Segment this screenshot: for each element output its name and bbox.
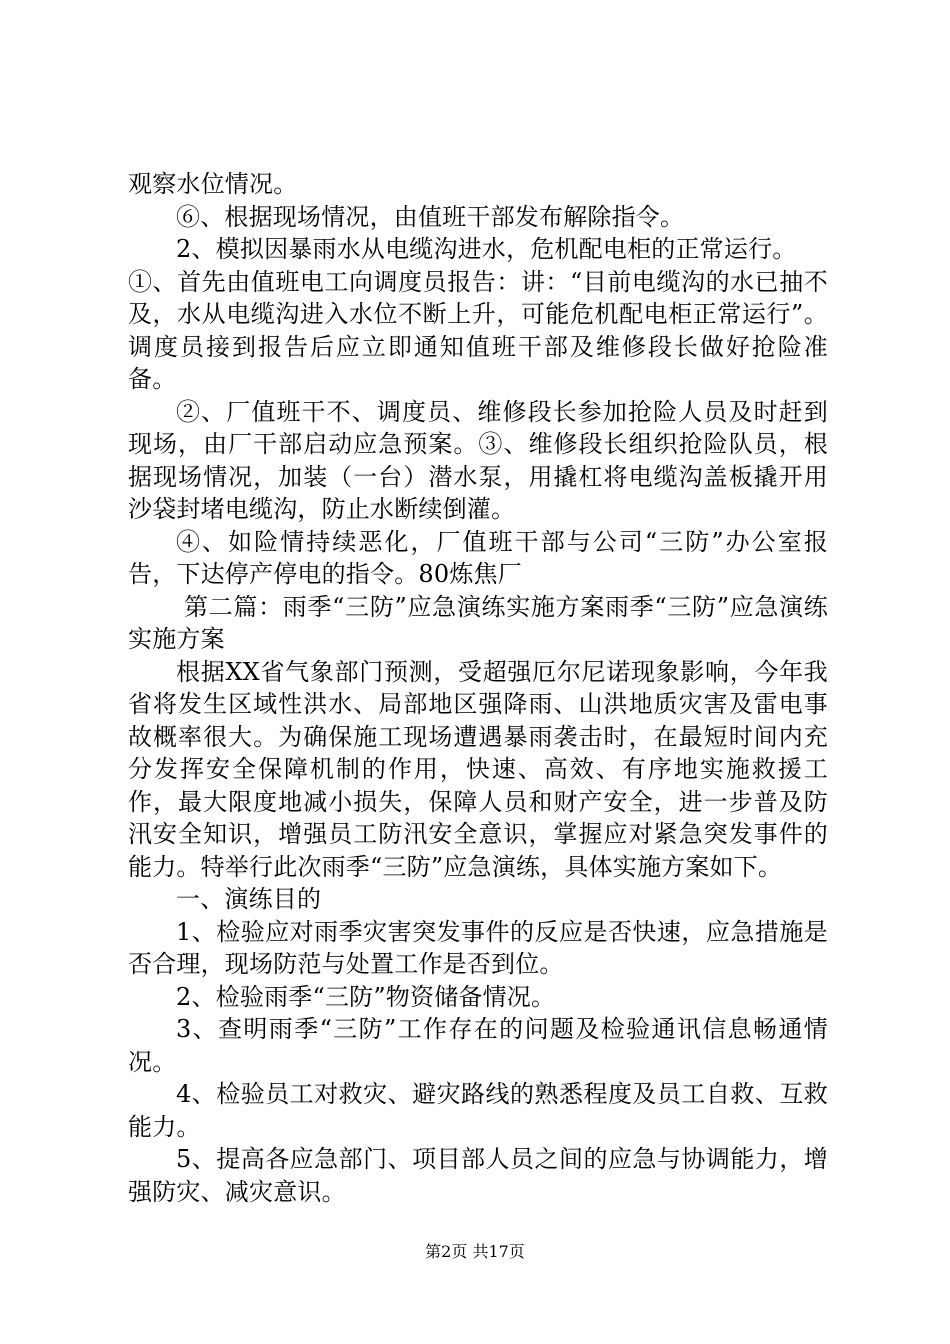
paragraph-1: 观察水位情况。 — [128, 170, 298, 198]
list-item-3: 3、查明雨季“三防”工作存在的问题及检验通讯信息畅通情况。 — [128, 1015, 828, 1076]
paragraph-5: ②、厂值班干不、调度员、维修段长参加抢险人员及时赶到现场，由厂干部启动应急预案。③、维修段长组织抢险队员，根据现场情况，加装（一台）潜水泵，用撬杠将电缆沟盖板撬开用沙袋封堵电缆沟，防止水断续倒灌。 — [128, 397, 828, 523]
subheading-drill-purpose: 一、演练目的 — [176, 885, 322, 913]
paragraph-2: ⑥、根据现场情况，由值班干部发布解除指令。 — [176, 202, 685, 231]
page-number-footer: 第2页 共17页 — [425, 1242, 525, 1261]
section-heading-part-two: 第二篇：雨季“三防”应急演练实施方案雨季“三防”应急演练实施方案 — [128, 592, 828, 653]
paragraph-6: ④、如险情持续恶化，厂值班干部与公司“三防”办公室报告，下达停产停电的指令。80炼焦厂 — [128, 527, 828, 588]
list-item-1: 1、检验应对雨季灾害突发事件的反应是否快速，应急措施是否合理，现场防范与处置工作是否到位。 — [128, 917, 828, 978]
paragraph-3: 2、模拟因暴雨水从电缆沟进水，危机配电柜的正常运行。 — [176, 235, 797, 263]
paragraph-8: 根据XX省气象部门预测，受超强厄尔尼诺现象影响，今年我省将发生区域性洪水、局部地区强降雨、山洪地质灾害及雷电事故概率很大。为确保施工现场遭遇暴雨袭击时，在最短时间内充分发挥安全保障机制的作用，快速、高效、有序地实施救援工作，最大限度地减小损失，保障人员和财产安全，进一步普及防汛安全知识，增强员工防汛安全意识，掌握应对紧急突发事件的能力。特举行此次雨季“三防”应急演练，具体实施方案如下。 — [128, 657, 828, 881]
paragraph-4: ①、首先由值班电工向调度员报告：讲：“目前电缆沟的水已抽不及，水从电缆沟进入水位不断上升，可能危机配电柜正常运行”。调度员接到报告后应立即通知值班干部及维修段长做好抢险准备。 — [128, 267, 828, 393]
list-item-5: 5、提高各应急部门、项目部人员之间的应急与协调能力，增强防灾、减灾意识。 — [128, 1145, 828, 1206]
list-item-2: 2、检验雨季“三防”物资储备情况。 — [176, 982, 556, 1011]
list-item-4: 4、检验员工对救灾、避灾路线的熟悉程度及员工自救、互救能力。 — [128, 1080, 828, 1141]
document-body — [128, 168, 828, 1208]
